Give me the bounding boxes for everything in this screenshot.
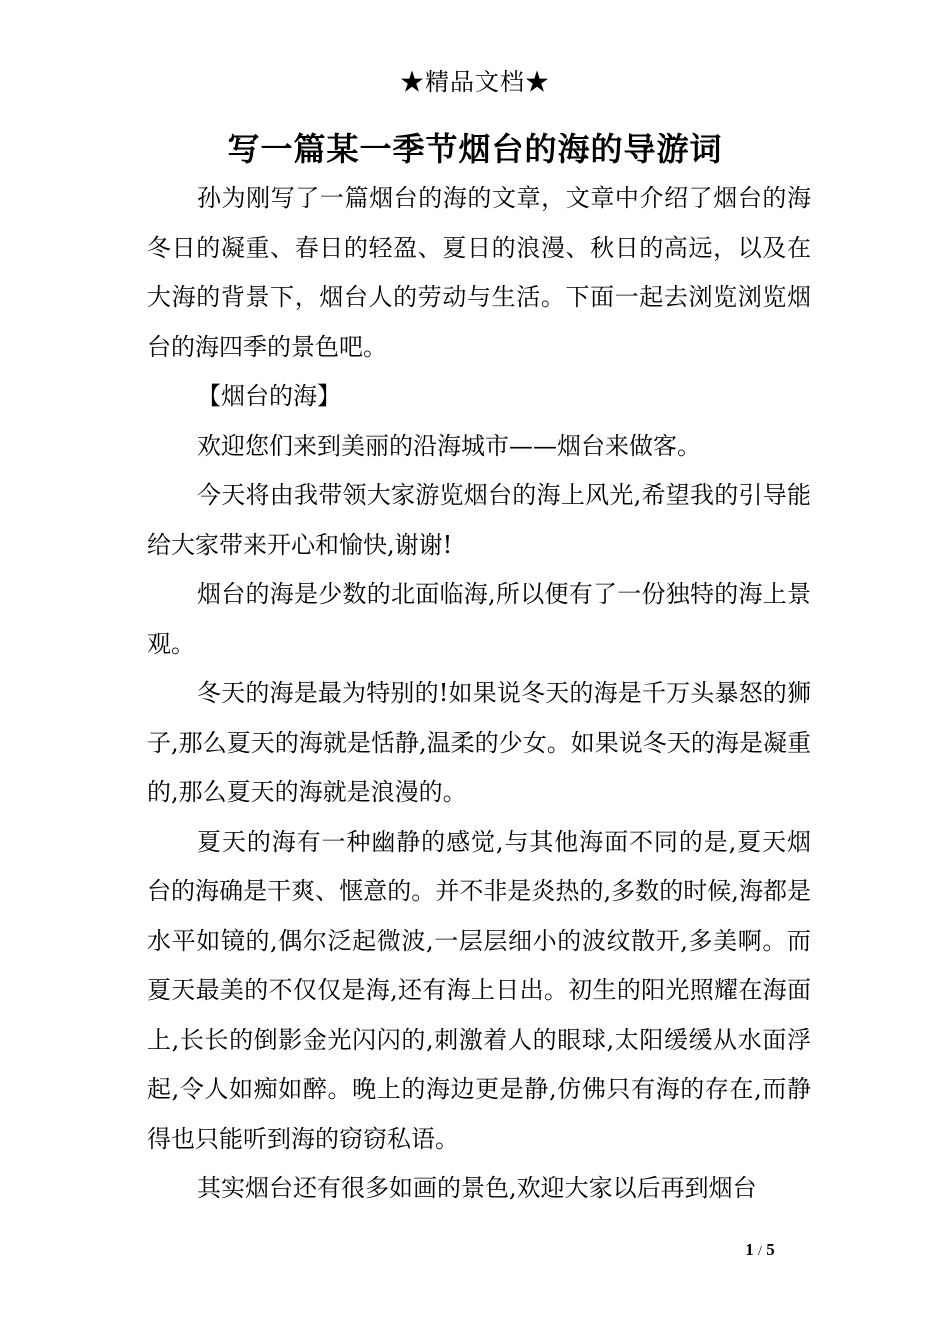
paragraph-welcome: 欢迎您们来到美丽的沿海城市——烟台来做客。 — [197, 431, 701, 460]
document-body — [147, 174, 811, 1214]
total-pages: 5 — [766, 1240, 775, 1259]
page-separator: / — [758, 1244, 762, 1259]
paragraph-north-sea: 烟台的海是少数的北面临海,所以便有了一份独特的海上景观。 — [147, 580, 811, 658]
paragraph-intro: 孙为刚写了一篇烟台的海的文章，文章中介绍了烟台的海冬日的凝重、春日的轻盈、夏日的浪漫、秋日的高远，以及在大海的背景下，烟台人的劳动与生活。下面一起去浏览浏览烟台的海四季的景色吧。 — [147, 184, 811, 361]
section-heading: 【烟台的海】 — [197, 382, 341, 410]
paragraph-closing: 其实烟台还有很多如画的景色,欢迎大家以后再到烟台 — [197, 1174, 757, 1202]
paragraph-winter: 冬天的海是最为特别的!如果说冬天的海是千万头暴怒的狮子,那么夏天的海就是恬静,温柔的少女。如果说冬天的海是凝重的,那么夏天的海就是浪漫的。 — [147, 679, 811, 806]
paragraph-guide: 今天将由我带领大家游览烟台的海上风光,希望我的引导能给大家带来开心和愉快,谢谢! — [147, 481, 811, 559]
current-page: 1 — [745, 1240, 754, 1259]
document-title: 写一篇某一季节烟台的海的导游词 — [227, 130, 723, 168]
document-header: ★精品文档★ — [400, 68, 550, 96]
paragraph-summer: 夏天的海有一种幽静的感觉,与其他海面不同的是,夏天烟台的海确是干爽、惬意的。并不非是炎热的,多数的时候,海都是水平如镜的,偶尔泛起微波,一层层细小的波纹散开,多美啊。而夏天最美的不仅仅是海,还有海上日出。初生的阳光照耀在海面上,长长的倒影金光闪闪的,刺激着人的眼球,太阳缓缓从水面浮起,令人如痴如醉。晚上的海边更是静,仿佛只有海的存在,而静得也只能听到海的窃窃私语。 — [147, 827, 811, 1153]
page-number — [720, 1240, 800, 1260]
